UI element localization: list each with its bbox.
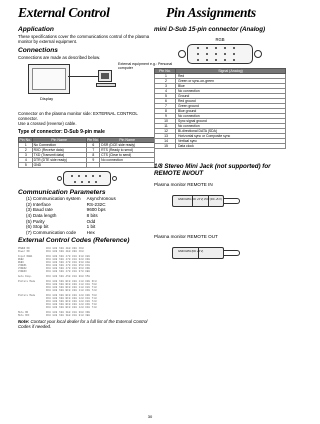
code-function: Picture Mode xyxy=(18,293,36,297)
code-value: DFH 80H 60H 47H 01H 02H 09H xyxy=(46,257,91,261)
pin-number: 11 xyxy=(155,123,176,128)
pin-table-header: Pin Name xyxy=(100,137,155,142)
signal-name: Sync signal ground xyxy=(175,118,285,123)
pin-number: 14 xyxy=(155,138,176,143)
table-row: (3) Baud rate 9600 bps xyxy=(26,207,106,213)
connector-side-text: Connector on the plasma monitor side: EXTERNAL CONTROL connector. xyxy=(18,110,138,122)
code-row xyxy=(18,314,155,317)
table-row: 3 TXD (Transmit data) 8 CTS (Clear to send) xyxy=(19,152,155,157)
pin-number: 9 xyxy=(155,113,176,118)
external-equipment-label: External equipment e.g.: Personal computer xyxy=(118,61,173,71)
signal-name: Green or sync-on-green xyxy=(175,78,285,83)
pin-number: 1 xyxy=(155,73,176,78)
table-row: (4) Data length 8 bits xyxy=(26,213,98,219)
code-value: 9FH 80H 60H 4EH 00H CDH xyxy=(46,246,84,250)
signal-name: No connection xyxy=(175,123,285,128)
note-text: Contact your local dealer for a full list of the External Control Codes if needed. xyxy=(18,318,148,329)
code-value: DFH 80H 60H BFH 02H 11H 00H 6FH xyxy=(46,279,97,283)
note-label: Note: xyxy=(18,318,30,324)
pin-number: 7 xyxy=(155,103,176,108)
code-value: DFH 80H 60H 47H 01H 05H 0CH xyxy=(46,263,91,267)
table-row: (2) Interface RS-232C xyxy=(26,201,106,207)
pin-number: 4 xyxy=(155,88,176,93)
signal-name: Bi-directional DATA (SDA) xyxy=(175,128,285,133)
remote-in-plug-text: GND DATA (DC +5 V) VCC (DC +5 V) xyxy=(178,198,222,201)
table-row xyxy=(155,143,286,148)
code-function: Auto Disp. xyxy=(18,274,33,278)
display-label: Display xyxy=(40,95,54,101)
pin-table-header: Pin No. xyxy=(86,137,99,142)
signal-name: Data clock xyxy=(175,143,285,148)
code-function: RGB3 xyxy=(18,260,24,264)
pin-table-header: Pin Name xyxy=(32,137,86,142)
code-row xyxy=(18,250,155,253)
code-row xyxy=(18,270,155,273)
page-number: 30 xyxy=(147,414,153,419)
rgb-label: RGB xyxy=(215,36,225,42)
code-value: DFH 80H 60H 4EH 00H CDH xyxy=(46,249,84,253)
code-value: DFH 80H 60H 3EH 01H 00H 3DH xyxy=(46,310,91,314)
code-row xyxy=(18,306,155,309)
pin-number: 6 xyxy=(155,98,176,103)
table-row: (1) Communication system Asynchronous xyxy=(26,196,116,202)
code-value: DFH 80H 60H BFH 02H 11H 01H 70H xyxy=(46,282,97,286)
signal-table xyxy=(154,68,286,149)
code-function: Input RGB1 xyxy=(18,254,33,258)
remote-out-plug-illustration xyxy=(172,242,244,264)
dsub-9pin-connector-illustration xyxy=(63,171,111,186)
code-function: POWER ON xyxy=(18,246,30,250)
connections-text: Connections are made as described below. xyxy=(18,54,101,60)
pin-number: 3 xyxy=(155,83,176,88)
left-column xyxy=(18,26,173,329)
code-value: DFH 80H 60H BFH 02H 12H 03H 73H xyxy=(46,302,97,306)
note xyxy=(18,319,155,329)
table-row: (5) Parity Odd xyxy=(26,218,96,224)
code-value: DFH 80H 60H BFH 02H 11H 02H 71H xyxy=(46,285,97,289)
keyboard-illustration xyxy=(96,83,116,87)
code-value: DFH 80H 60H BFH 02H 11H 03H 72H xyxy=(46,288,97,292)
plasma-display-illustration xyxy=(28,64,70,94)
code-function: Picture Mode xyxy=(18,279,36,283)
signal-table-header: Pin No. xyxy=(155,68,176,73)
code-function xyxy=(18,306,46,309)
pin-table xyxy=(18,137,155,168)
code-function: VIDEO2 xyxy=(18,266,27,270)
comm-params-table xyxy=(26,196,122,235)
code-function xyxy=(18,289,46,292)
signal-name: Horizontal sync or Composite sync xyxy=(175,133,285,138)
pin-number: 8 xyxy=(155,108,176,113)
code-value: DFH 80H 60H 3EH 01H 01H 3EH xyxy=(46,313,91,317)
pin-number: 12 xyxy=(155,128,176,133)
dsub-15pin-connector-illustration xyxy=(187,44,253,64)
control-codes-list xyxy=(18,247,155,317)
control-codes-title: External Control Codes (Reference) xyxy=(18,237,130,245)
remote-in-plug-illustration xyxy=(172,190,244,212)
code-function: RGB2 xyxy=(18,257,24,261)
signal-name: Red ground xyxy=(175,98,285,103)
pin-table-header: Pin No. xyxy=(19,137,32,142)
pin-number: 2 xyxy=(155,78,176,83)
code-function: Mute OFF xyxy=(18,313,30,317)
signal-name: Ground xyxy=(175,93,285,98)
pin-number: 10 xyxy=(155,118,176,123)
signal-name: Red xyxy=(175,73,285,78)
table-row: 2 RXD (Receive data) 7 RTS (Ready to send) xyxy=(19,147,155,152)
computer-illustration xyxy=(98,70,112,82)
code-value: DFH 80H 60H 47H 01H 01H 08H xyxy=(46,254,91,258)
signal-table-header: Signal (Analog) xyxy=(175,68,285,73)
signal-name: Blue xyxy=(175,83,285,88)
code-value: DFH 80H 60H BFH 02H 12H 04H 74H xyxy=(46,305,97,309)
signal-name: Blue ground xyxy=(175,108,285,113)
table-row: (6) Stop bit 1 bit xyxy=(26,224,96,230)
pin-number: 13 xyxy=(155,133,176,138)
table-row: 5 GND xyxy=(19,162,155,167)
connector-type: Type of connector: D-Sub 9-pin male xyxy=(18,128,105,135)
right-column xyxy=(154,26,286,264)
table-row: (7) Communication code Hex xyxy=(26,229,95,235)
page-title-right: Pin Assignments xyxy=(166,5,256,20)
pin-number: 5 xyxy=(155,93,176,98)
code-value: DFH 80H 60H 47H 01H 07H 0EH xyxy=(46,269,91,273)
mini-dsub-title: mini D-Sub 15-pin connector (Analog) xyxy=(154,26,266,33)
code-value: DFH 80H 60H BFH 02H 12H 00H 70H xyxy=(46,293,97,297)
code-row xyxy=(18,289,155,292)
remote-out-label: Plasma monitor REMOTE OUT xyxy=(154,233,218,239)
code-function: VIDEO3 xyxy=(18,269,27,273)
code-function: Mute ON xyxy=(18,310,29,314)
code-function: Power ON xyxy=(18,249,30,253)
table-row: 4 DTR (DTE side ready) 9 No connection xyxy=(19,157,155,162)
cable-line xyxy=(68,76,98,77)
page-title-left: External Control xyxy=(18,5,110,20)
code-row xyxy=(18,275,155,278)
table-row: 1 No Connection 6 DSR (DCE side ready) xyxy=(19,142,155,147)
code-value: DFH 80H 60H 47H 01H 03H 0AH xyxy=(46,260,91,264)
application-text: These specifications cover the communications control of the plasma monitor by external equipment. xyxy=(18,33,150,44)
code-function: VIDEO1 xyxy=(18,263,27,267)
signal-name: No connection xyxy=(175,113,285,118)
remote-title: 1/8 Stereo Mini Jack (not supported) for REMOTE IN/OUT xyxy=(154,162,271,177)
connections-title: Connections xyxy=(18,47,58,55)
pin-number: 15 xyxy=(155,143,176,148)
cable-text: Use a crossed (reverse) cable. xyxy=(18,121,77,127)
code-value: DFH 80H 60H BFH 02H 12H 01H 71H xyxy=(46,296,97,300)
code-value: DFH 80H 60H A5H 01H 00H 65H xyxy=(46,274,91,278)
code-value: DFH 80H 60H BFH 02H 12H 02H 72H xyxy=(46,299,97,303)
remote-out-plug-text: GND DATA (DC +5 V) xyxy=(178,250,204,253)
application-title: Application xyxy=(18,26,54,33)
signal-name: Vertical sync xyxy=(175,138,285,143)
signal-name: No connection xyxy=(175,88,285,93)
remote-in-label: Plasma monitor REMOTE IN xyxy=(154,181,213,187)
signal-name: Green ground xyxy=(175,103,285,108)
code-value: DFH 80H 60H 47H 01H 06H 0DH xyxy=(46,266,91,270)
comm-params-title: Communication Parameters xyxy=(18,188,106,196)
